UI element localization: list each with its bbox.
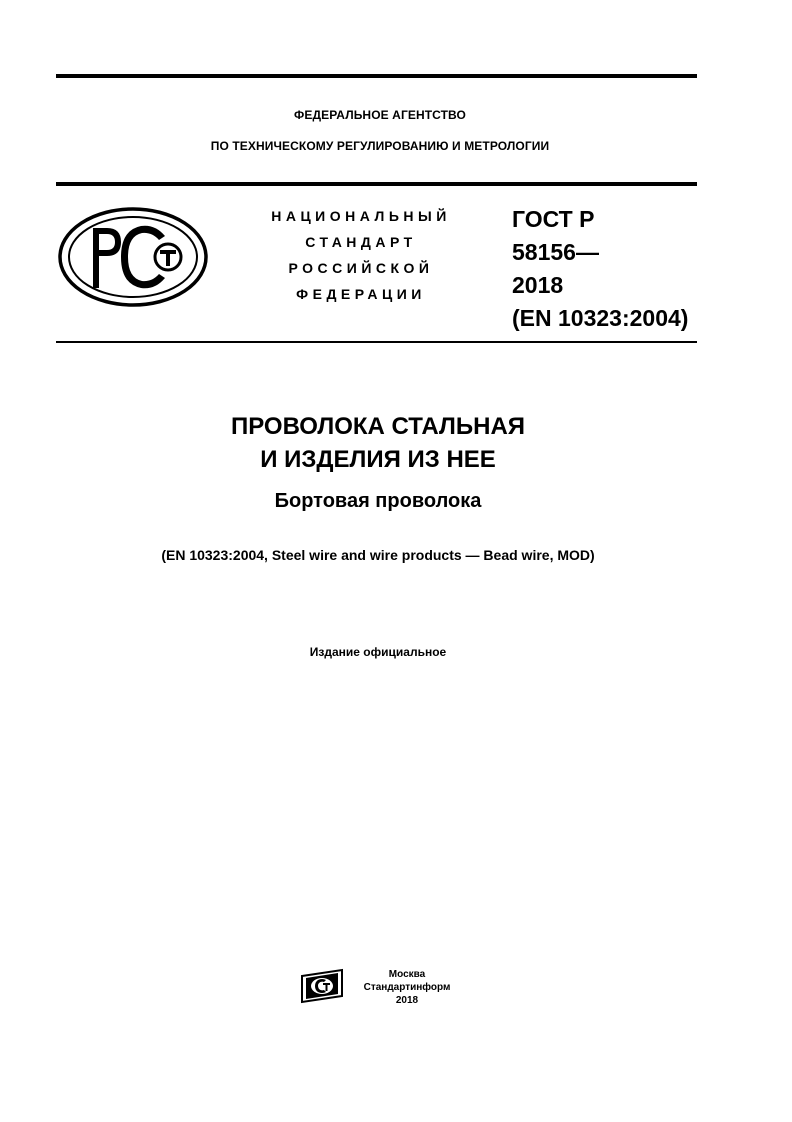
agency-name-line2: ПО ТЕХНИЧЕСКОМУ РЕГУЛИРОВАНИЮ И МЕТРОЛОГИИ	[210, 139, 550, 153]
agency-name-line1: ФЕДЕРАЛЬНОЕ АГЕНТСТВО	[294, 108, 466, 122]
publisher-name: Стандартинформ	[363, 982, 451, 993]
publisher-city: Москва	[388, 969, 426, 980]
edition-note: Издание официальное	[309, 645, 447, 659]
national-standard-line2: СТАНДАРТ	[305, 234, 417, 250]
national-standard-line4: ФЕДЕРАЦИИ	[296, 286, 426, 302]
publication-year: 2018	[395, 995, 419, 1006]
national-standard-line1: НАЦИОНАЛЬНЫЙ	[271, 208, 451, 224]
gost-designation-line2: 58156—	[512, 239, 599, 265]
gost-designation-line1: ГОСТ Р	[512, 206, 595, 232]
standard-block-divider	[56, 341, 697, 343]
document-title-line2: И ИЗДЕЛИЯ ИЗ НЕЕ	[260, 446, 496, 473]
top-divider	[56, 74, 697, 78]
gost-designation-line4: (EN 10323:2004)	[512, 305, 689, 331]
document-title-line1: ПРОВОЛОКА СТАЛЬНАЯ	[230, 413, 526, 440]
gost-designation-line3: 2018	[512, 272, 564, 298]
document-subtitle: Бортовая проволока	[274, 490, 482, 512]
rst-certification-mark-icon	[57, 206, 209, 308]
header-divider	[56, 182, 697, 186]
standartinform-logo-icon	[298, 968, 344, 1004]
equivalence-reference: (EN 10323:2004, Steel wire and wire products — Bead wire, MOD)	[161, 547, 595, 563]
national-standard-line3: РОССИЙСКОЙ	[288, 260, 434, 276]
